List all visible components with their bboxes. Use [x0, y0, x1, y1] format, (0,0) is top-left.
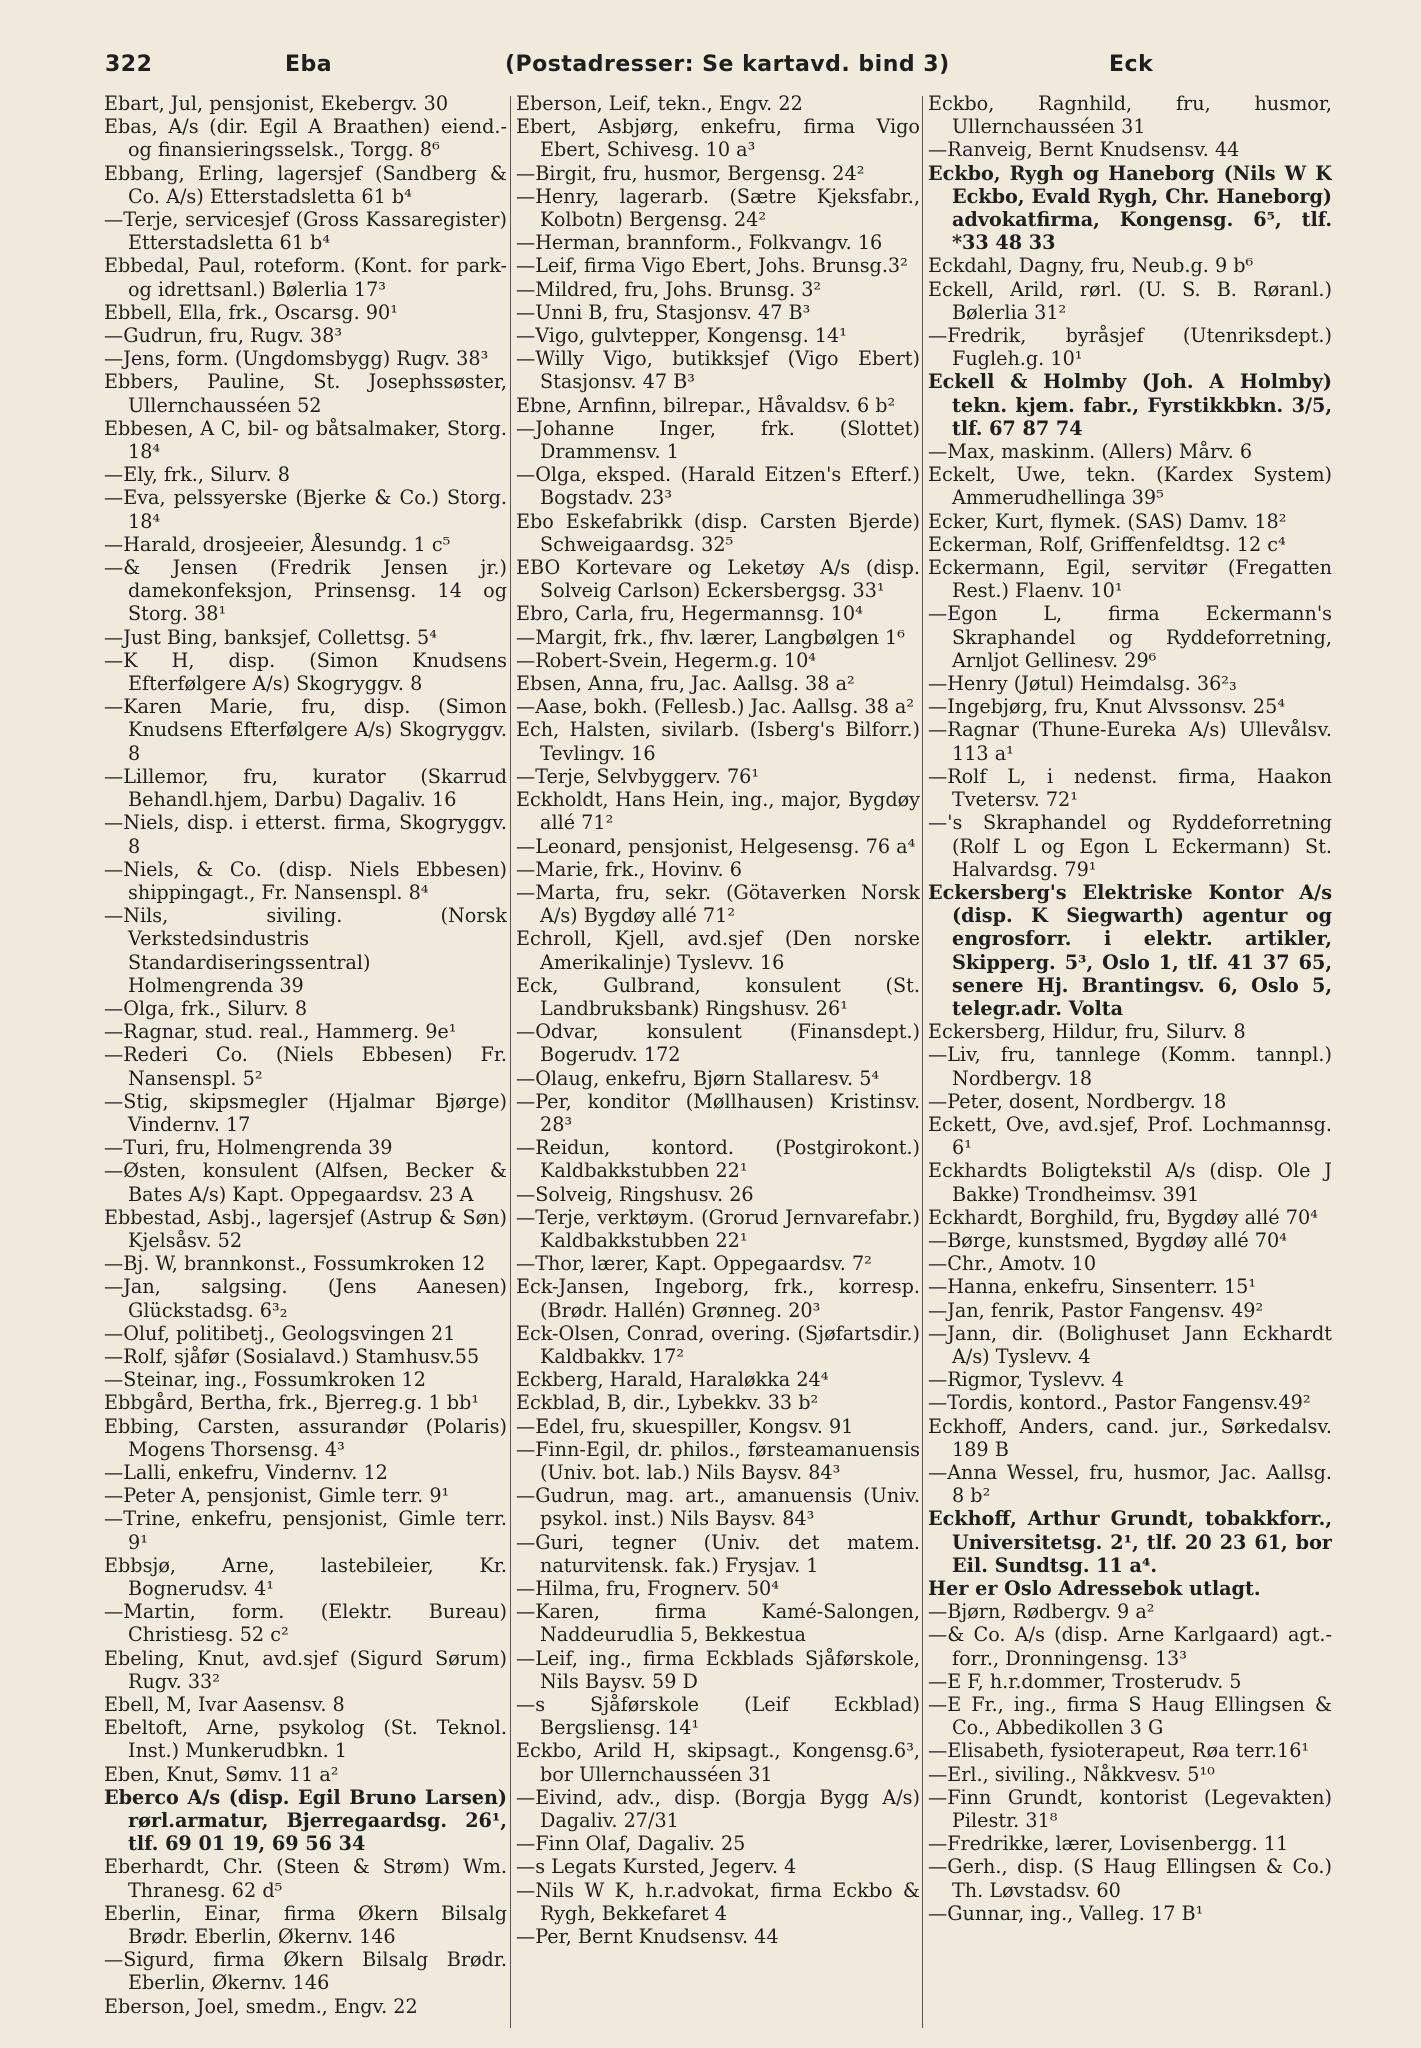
directory-entry: —Olga, eksped. (Harald Eitzen's Efterf.) Bogstadv. 23³ [516, 463, 920, 510]
directory-entry: —Liv, fru, tannlege (Komm. tannpl.) Nordbergv. 18 [928, 1043, 1332, 1090]
directory-entry: Eckermann, Egil, servitør (Fregatten Rest.) Flaenv. 10¹ [928, 556, 1332, 603]
directory-entry: —Just Bing, banksjef, Collettsg. 5⁴ [104, 625, 437, 649]
directory-entry: Eberson, Joel, smedm., Engv. 22 [104, 1994, 418, 2018]
directory-entry: Echroll, Kjell, avd.sjef (Den norske Amerikalinje) Tyslevv. 16 [516, 927, 920, 974]
directory-entry: —Sigurd, firma Økern Bilsalg Brødr. Eberlin, Økernv. 146 [104, 1948, 507, 1995]
directory-entry: —Nils W K, h.r.advokat, firma Eckbo & Rygh, Bekkefaret 4 [516, 1878, 920, 1925]
directory-entry: —Karen, firma Kamé-Salongen, Naddeurudlia 5, Bekkestua [516, 1600, 920, 1647]
directory-entry: —Max, maskinm. (Allers) Mårv. 6 [928, 440, 1253, 464]
directory-entry: —Jens, form. (Ungdomsbygg) Rugv. 38³ [104, 347, 489, 371]
directory-entry: —Mildred, fru, Johs. Brunsg. 3² [516, 277, 822, 301]
column-divider [510, 96, 511, 2028]
directory-entry: —Steinar, ing., Fossumkroken 12 [104, 1368, 426, 1392]
directory-entry: —Herman, brannform., Folkvangv. 16 [516, 231, 883, 255]
directory-entry: —E Fr., ing., firma S Haug Ellingsen & Co., Abbedikollen 3 G [928, 1693, 1332, 1740]
directory-entry: —Birgit, fru, husmor, Bergensg. 24² [516, 161, 865, 185]
directory-entry: Eck-Olsen, Conrad, overing. (Sjøfartsdir.) Kaldbakkv. 17² [516, 1321, 920, 1368]
directory-entry: Ebo Eskefabrikk (disp. Carsten Bjerde) Schweigaardsg. 32⁵ [516, 509, 920, 556]
directory-entry: Ebert, Asbjørg, enkefru, firma Vigo Ebert, Schivesg. 10 a³ [516, 115, 920, 162]
directory-entry: —Olaug, enkefru, Bjørn Stallaresv. 5⁴ [516, 1066, 880, 1090]
directory-entry: Eberlin, Einar, firma Økern Bilsalg Brødr. Eberlin, Økernv. 146 [104, 1901, 507, 1949]
directory-entry: —Chr., Amotv. 10 [928, 1252, 1097, 1276]
directory-entry: —Aase, bokh. (Fellesb.) Jac. Aallsg. 38 a² [516, 695, 915, 719]
columns [104, 92, 1334, 2032]
directory-entry: Eckhardts Boligtekstil A/s (disp. Ole J Bakke) Trondheimsv. 391 [928, 1159, 1332, 1206]
directory-entry: Ebart, Jul, pensjonist, Ekebergv. 30 [104, 92, 449, 115]
directory-entry: —Tordis, kontord., Pastor Fangensv.49² [928, 1391, 1311, 1415]
directory-entry: —Østen, konsulent (Alfsen, Becker & Bates A/s) Kapt. Oppegaardsv. 23 A [104, 1159, 507, 1206]
directory-entry: —Gudrun, mag. art., amanuensis (Univ. psykol. inst.) Nils Baysv. 84³ [516, 1484, 920, 1531]
directory-entry: Ebas, A/s (dir. Egil A Braathen) eiend.- og finansieringsselsk., Torgg. 8⁶ [104, 115, 507, 162]
directory-entry: —Ely, frk., Silurv. 8 [104, 463, 290, 487]
directory-entry: —& Jensen (Fredrik Jensen jr.) damekonfeksjon, Prinsensg. 14 og Storg. 38¹ [104, 556, 507, 626]
directory-entry: —Marie, frk., Hovinv. 6 [516, 857, 742, 881]
directory-entry: Eckhoff, Arthur Grundt, tobakkforr., Universitetsg. 2¹, tlf. 20 23 61, bor Eil. Sundtsg. 11 a⁴. [928, 1507, 1332, 1577]
directory-entry: Ecker, Kurt, flymek. (SAS) Damv. 18² [928, 509, 1287, 533]
directory-entry: —Hilma, fru, Frognerv. 50⁴ [516, 1577, 779, 1600]
directory-entry: —Nils, siviling. (Norsk Verkstedsindustris Standardiseringssentral) Holmengrenda 39 [104, 904, 507, 997]
directory-entry: Eberson, Leif, tekn., Engv. 22 [516, 92, 803, 115]
directory-entry: —Egon L, firma Eckermann's Skraphandel og Ryddeforretning, Arnljot Gellinesv. 29⁶ [928, 602, 1332, 672]
header-note: (Postadresser: Se kartavd. bind 3) [505, 52, 950, 77]
directory-entry: Ebbestad, Asbj., lagersjef (Astrup & Søn) Kjelsåsv. 52 [104, 1205, 507, 1252]
directory-entry: —Lalli, enkefru, Vindernv. 12 [104, 1460, 388, 1484]
directory-entry: —Oluf, politibetj., Geologsvingen 21 [104, 1321, 456, 1345]
directory-entry: Ebbedal, Paul, roteform. (Kont. for park- og idrettsanl.) Bølerlia 17³ [104, 254, 507, 301]
directory-entry: Ebro, Carla, fru, Hegermannsg. 10⁴ [516, 602, 863, 626]
directory-entry: —Unni B, fru, Stasjonsv. 47 B³ [516, 300, 811, 324]
directory-entry: —Leonard, pensjonist, Helgesensg. 76 a⁴ [516, 834, 916, 858]
directory-entry: —Ragnar, stud. real., Hammerg. 9e¹ [104, 1020, 457, 1044]
directory-entry: —Finn-Egil, dr. philos., førsteamanuensis (Univ. bot. lab.) Nils Baysv. 84³ [516, 1437, 920, 1484]
directory-entry: —Reidun, kontord. (Postgirokont.) Kaldbakkstubben 22¹ [516, 1136, 920, 1183]
directory-entry: —Lillemor, fru, kurator (Skarrud Behandl.hjem, Darbu) Dagaliv. 16 [104, 764, 507, 812]
directory-entry: —Ranveig, Bernt Knudsensv. 44 [928, 138, 1240, 162]
directory-entry: Eberhardt, Chr. (Steen & Strøm) Wm. Thranesg. 62 d⁵ [104, 1855, 507, 1902]
directory-entry: —Henry, lagerarb. (Sætre Kjeksfabr., Kolbotn) Bergensg. 24² [516, 184, 920, 232]
directory-entry: —Thor, lærer, Kapt. Oppegaardsv. 7² [516, 1252, 872, 1276]
directory-entry: —Terje, servicesjef (Gross Kassaregister) Etterstadsletta 61 b⁴ [104, 208, 507, 255]
directory-entry: Ebeltoft, Arne, psykolog (St. Teknol. Inst.) Munkerudbkn. 1 [104, 1716, 507, 1763]
directory-entry: —Odvar, konsulent (Finansdept.) Bogerudv. 172 [516, 1020, 920, 1067]
directory-entry: —Peter, dosent, Nordbergv. 18 [928, 1089, 1227, 1113]
directory-entry: —Rolf L, i nedenst. firma, Haakon Tvetersv. 72¹ [928, 764, 1332, 812]
column-2 [516, 92, 920, 2032]
column-3 [928, 92, 1332, 2032]
directory-entry: —Erl., siviling., Nåkkvesv. 5¹⁰ [928, 1762, 1215, 1786]
directory-entry: Ebbgård, Bertha, frk., Bjerreg.g. 1 bb¹ [104, 1391, 480, 1415]
directory-entry: Eckbo, Rygh og Haneborg (Nils W K Eckbo, Evald Rygh, Chr. Haneborg) advokatfirma, Kongensg. 6⁵, tlf. *33 48 33 [928, 161, 1332, 255]
directory-entry: —Willy Vigo, butikksjef (Vigo Ebert) Stasjonsv. 47 B³ [516, 347, 920, 394]
left-keyword: Eba [285, 52, 333, 77]
page-number: 322 [105, 52, 153, 77]
directory-entry: Eckholdt, Hans Hein, ing., major, Bygdøy allé 71² [516, 788, 920, 835]
directory-entry: —Terje, Selvbyggerv. 76¹ [516, 764, 760, 788]
directory-entry: Eckelt, Uwe, tekn. (Kardex System) Ammerudhellinga 39⁵ [928, 463, 1332, 510]
directory-entry: —Per, Bernt Knudsensv. 44 [516, 1925, 779, 1949]
directory-entry: Ebbell, Ella, frk., Oscarsg. 90¹ [104, 300, 398, 324]
directory-entry: —Gunnar, ing., Valleg. 17 B¹ [928, 1901, 1204, 1925]
directory-entry: —Marta, fru, sekr. (Götaverken Norsk A/s) Bygdøy allé 71² [516, 880, 920, 928]
directory-entry: —Peter A, pensjonist, Gimle terr. 9¹ [104, 1484, 450, 1508]
directory-entry: —Edel, fru, skuespiller, Kongsv. 91 [516, 1414, 854, 1438]
directory-entry: —& Co. A/s (disp. Arne Karlgaard) agt.-forr., Dronningensg. 13³ [928, 1623, 1332, 1670]
directory-entry: —Vigo, gulvtepper, Kongensg. 14¹ [516, 324, 847, 348]
directory-entry: —Elisabeth, fysioterapeut, Røa terr.16¹ [928, 1739, 1310, 1763]
directory-entry: Eckell, Arild, rørl. (U. S. B. Røranl.) Bølerlia 31² [928, 277, 1332, 324]
directory-entry: Ebell, M, Ivar Aasensv. 8 [104, 1693, 345, 1717]
directory-entry: Eckhoff, Anders, cand. jur., Sørkedalsv. 189 B [928, 1414, 1332, 1461]
directory-entry: Ebsen, Anna, fru, Jac. Aallsg. 38 a² [516, 672, 855, 696]
directory-entry: —Jann, dir. (Bolighuset Jann Eckhardt A/s) Tyslevv. 4 [928, 1321, 1332, 1368]
directory-entry: Eckett, Ove, avd.sjef, Prof. Lochmannsg. 6¹ [928, 1112, 1332, 1160]
directory-entry: —Solveig, Ringshusv. 26 [516, 1182, 754, 1206]
directory-entry: Eckblad, B, dir., Lybekkv. 33 b² [516, 1391, 819, 1415]
directory-entry: —Finn Olaf, Dagaliv. 25 [516, 1832, 746, 1856]
directory-entry: Eckersberg's Elektriske Kontor A/s (disp. K Siegwarth) agentur og engrosforr. i elektr. artikler, Skipperg. 5³, Oslo 1, tlf. 41 37 65, senere Hj. Brantingsv. 6, Oslo 5, telegr.adr. Volta [928, 880, 1332, 1020]
directory-entry: Eckdahl, Dagny, fru, Neub.g. 9 b⁶ [928, 254, 1254, 278]
directory-entry: —Børge, kunstsmed, Bygdøy allé 70⁴ [928, 1228, 1287, 1252]
directory-entry: —s Sjåførskole (Leif Eckblad) Bergsliensg. 14¹ [516, 1693, 920, 1740]
directory-entry: —Martin, form. (Elektr. Bureau) Christiesg. 52 c² [104, 1600, 507, 1647]
directory-entry: —Niels, & Co. (disp. Niels Ebbesen) shippingagt., Fr. Nansenspl. 8⁴ [104, 857, 507, 904]
directory-entry: —Karen Marie, fru, disp. (Simon Knudsens Efterfølgere A/s) Skogryggv. 8 [104, 695, 507, 765]
directory-entry: —Bjørn, Rødbergv. 9 a² [928, 1600, 1155, 1624]
directory-entry: —Rigmor, Tyslevv. 4 [928, 1368, 1124, 1392]
directory-entry: Eckbo, Ragnhild, fru, husmor, Ullernchausséen 31 [928, 92, 1332, 139]
directory-entry: —Henry (Jøtul) Heimdalsg. 36²₃ [928, 672, 1237, 696]
directory-entry: —Jan, salgsing. (Jens Aanesen) Glückstadsg. 6³₂ [104, 1275, 507, 1322]
directory-entry: Ebbers, Pauline, St. Josephssøster, Ullernchausséen 52 [104, 370, 507, 417]
directory-entry: Her er Oslo Adressebok utlagt. [928, 1577, 1261, 1600]
directory-entry: —Rederi Co. (Niels Ebbesen) Fr. Nansenspl. 5² [104, 1043, 507, 1090]
directory-entry: —Johanne Inger, frk. (Slottet) Drammensv. 1 [516, 416, 920, 464]
directory-entry: —Turi, fru, Holmengrenda 39 [104, 1136, 393, 1160]
directory-entry: Eckerman, Rolf, Griffenfeldtsg. 12 c⁴ [928, 532, 1286, 556]
directory-entry: —Fredrikke, lærer, Lovisenbergg. 11 [928, 1832, 1289, 1856]
column-1 [104, 92, 507, 2032]
directory-entry: —Ingebjørg, fru, Knut Alvssonsv. 25⁴ [928, 695, 1286, 719]
directory-entry: —Eivind, adv., disp. (Borgja Bygg A/s) Dagaliv. 27/31 [516, 1785, 920, 1833]
directory-entry: —Jan, fenrik, Pastor Fangensv. 49² [928, 1298, 1264, 1322]
directory-entry: Eckhardt, Borghild, fru, Bygdøy allé 70⁴ [928, 1205, 1318, 1229]
directory-entry: —Stig, skipsmegler (Hjalmar Bjørge) Vindernv. 17 [104, 1089, 507, 1136]
directory-entry: Ech, Halsten, sivilarb. (Isberg's Bilforr.) Tevlingv. 16 [516, 718, 920, 765]
directory-entry: —Robert-Svein, Hegerm.g. 10⁴ [516, 648, 817, 672]
directory-entry: Eck, Gulbrand, konsulent (St. Landbruksbank) Ringshusv. 26¹ [516, 973, 920, 1020]
directory-entry: Ebeling, Knut, avd.sjef (Sigurd Sørum) Rugv. 33² [104, 1646, 507, 1693]
directory-entry: —E F, h.r.dommer, Trosterudv. 5 [928, 1669, 1242, 1693]
directory-entry: Ebbesen, A C, bil- og båtsalmaker, Storg. 18⁴ [104, 416, 507, 464]
directory-entry: —Guri, tegner (Univ. det matem. naturvitensk. fak.) Frysjav. 1 [516, 1530, 920, 1577]
directory-entry: —Eva, pelssyerske (Bjerke & Co.) Storg. 18⁴ [104, 486, 507, 533]
directory-entry: Eckersberg, Hildur, fru, Silurv. 8 [928, 1020, 1246, 1044]
directory-entry: —Finn Grundt, kontorist (Legevakten) Pilestr. 31⁸ [928, 1785, 1332, 1833]
directory-entry: —K H, disp. (Simon Knudsens Efterfølgere A/s) Skogryggv. 8 [104, 648, 507, 696]
directory-entry: —Niels, disp. i etterst. firma, Skogryggv. 8 [104, 811, 507, 858]
column-divider [922, 96, 923, 2028]
directory-entry: —'s Skraphandel og Ryddeforretning (Rolf L og Egon L Eckermann) St. Halvardsg. 79¹ [928, 811, 1332, 881]
directory-entry: Eberco A/s (disp. Egil Bruno Larsen) rørl.armatur, Bjerregaardsg. 26¹, tlf. 69 01 19, 69 56 34 [104, 1785, 507, 1856]
directory-entry: Ebbing, Carsten, assurandør (Polaris) Mogens Thorsensg. 4³ [104, 1414, 507, 1461]
directory-entry: —Hanna, enkefru, Sinsenterr. 15¹ [928, 1275, 1257, 1299]
directory-entry: Eckell & Holmby (Joh. A Holmby) tekn. kjem. fabr., Fyrstikkbkn. 3/5, tlf. 67 87 74 [928, 370, 1332, 440]
directory-entry: Eben, Knut, Sømv. 11 a² [104, 1762, 339, 1786]
directory-entry: Ebne, Arnfinn, bilrepar., Håvaldsv. 6 b² [516, 393, 896, 417]
directory-entry: —Leif, firma Vigo Ebert, Johs. Brunsg.3² [516, 254, 908, 278]
directory-entry: —Per, konditor (Møllhausen) Kristinsv. 28³ [516, 1089, 920, 1136]
directory-entry: Eckberg, Harald, Haraløkka 24⁴ [516, 1368, 829, 1392]
directory-entry: —Bj. W, brannkonst., Fossumkroken 12 [104, 1252, 486, 1276]
directory-entry: Ebbsjø, Arne, lastebileier, Kr. Bognerudsv. 4¹ [104, 1553, 507, 1600]
page-header [105, 52, 1320, 92]
directory-entry: —Margit, frk., fhv. lærer, Langbølgen 1⁶ [516, 625, 905, 649]
directory-entry: —Ragnar (Thune-Eureka A/s) Ullevålsv. 113 a¹ [928, 718, 1332, 765]
directory-entry: —Anna Wessel, fru, husmor, Jac. Aallsg. 8 b² [928, 1460, 1332, 1508]
directory-entry: —s Legats Kursted, Jegerv. 4 [516, 1855, 797, 1879]
directory-entry: Eck-Jansen, Ingeborg, frk., korresp. (Brødr. Hallén) Grønneg. 20³ [516, 1275, 920, 1322]
directory-entry: —Terje, verktøym. (Grorud Jernvarefabr.) Kaldbakkstubben 22¹ [516, 1205, 920, 1252]
right-keyword: Eck [1109, 52, 1154, 77]
directory-entry: —Harald, drosjeeier, Ålesundg. 1 c⁵ [104, 532, 451, 556]
directory-entry: EBO Kortevare og Leketøy A/s (disp. Solveig Carlson) Eckersbergsg. 33¹ [516, 556, 920, 603]
directory-entry: —Olga, frk., Silurv. 8 [104, 996, 308, 1020]
directory-entry: —Trine, enkefru, pensjonist, Gimle terr. 9¹ [104, 1507, 507, 1554]
directory-entry: —Gudrun, fru, Rugv. 38³ [104, 324, 343, 348]
directory-entry: —Gerh., disp. (S Haug Ellingsen & Co.) Th. Løvstadsv. 60 [928, 1855, 1332, 1902]
directory-entry: Eckbo, Arild H, skipsagt., Kongensg.6³, bor Ullernchausséen 31 [516, 1739, 920, 1786]
directory-entry: Ebbang, Erling, lagersjef (Sandberg & Co. A/s) Etterstadsletta 61 b⁴ [104, 161, 507, 208]
directory-entry: —Rolf, sjåfør (Sosialavd.) Stamhusv.55 [104, 1344, 480, 1368]
directory-entry: —Fredrik, byråsjef (Utenriksdept.) Fugleh.g. 10¹ [928, 324, 1332, 371]
directory-entry: —Leif, ing., firma Eckblads Sjåførskole, Nils Baysv. 59 D [516, 1646, 920, 1693]
